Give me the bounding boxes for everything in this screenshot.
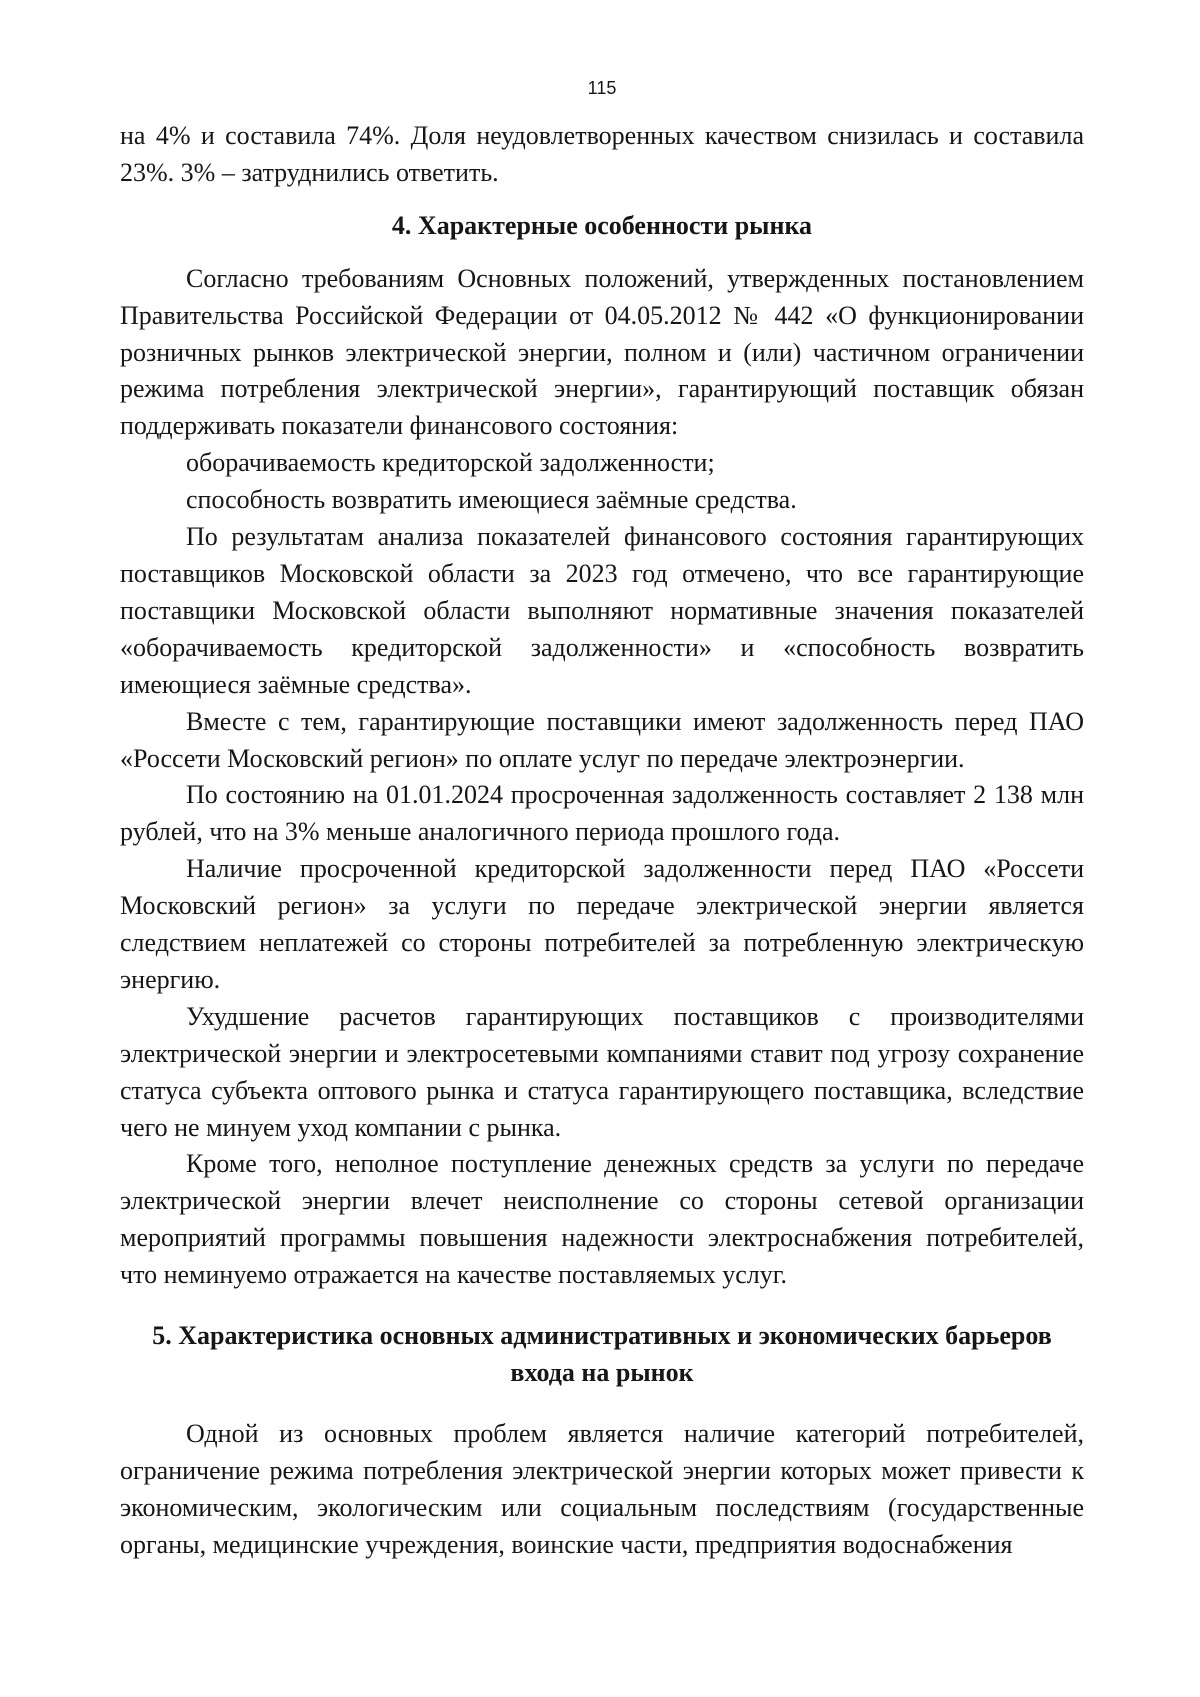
page-number: 115 bbox=[587, 78, 617, 98]
paragraph: По состоянию на 01.01.2024 просроченная задолженность составляет 2 138 млн рублей, что на 3% меньше аналогичного периода прошлого года. bbox=[120, 780, 1084, 847]
document-body bbox=[120, 118, 1084, 1564]
paragraph: По результатам анализа показателей финансового состояния гарантирующих поставщиков Московской области за 2023 год отмечено, что все гарантирующие поставщики Московской области выполняют нормативные значения показателей «оборачиваемость кредиторской задолженности» и «способность возвратить имеющиеся заёмные средства». bbox=[120, 522, 1084, 699]
paragraph-continuation: на 4% и составила 74%. Доля неудовлетворенных качеством снизилась и составила 23%. 3% – затруднились ответить. bbox=[120, 121, 1084, 187]
paragraph: Одной из основных проблем является наличие категорий потребителей, ограничение режима потребления электрической энергии которых может привести к экономическим, экологическим или социальным последствиям (государственные органы, медицинские учреждения, воинские части, предприятия водоснабжения bbox=[120, 1418, 1084, 1559]
section-heading-4: 4. Характерные особенности рынка bbox=[391, 210, 813, 240]
list-item: оборачиваемость кредиторской задолженности; bbox=[186, 448, 715, 478]
paragraph: Наличие просроченной кредиторской задолженности перед ПАО «Россети Московский регион» за услуги по передаче электрической энергии является следствием неплатежей со стороны потребителей за потребленную электрическую энергию. bbox=[120, 854, 1084, 994]
paragraph: Вместе с тем, гарантирующие поставщики имеют задолженность перед ПАО «Россети Московский регион» по оплате услуг по передаче электроэнергии. bbox=[120, 706, 1084, 773]
paragraph: Согласно требованиям Основных положений, утвержденных постановлением Правительства Российской Федерации от 04.05.2012 № 442 «О функционировании розничных рынков электрической энергии, полном и (или) частичном ограничении режима потребления электрической энергии», гарантирующий поставщик обязан поддерживать показатели финансового состояния: bbox=[120, 263, 1084, 441]
list-item: способность возвратить имеющиеся заёмные средства. bbox=[186, 485, 797, 515]
section-heading-5: 5. Характеристика основных административных и экономических барьеров входа на рынок bbox=[152, 1321, 1052, 1387]
paragraph: Ухудшение расчетов гарантирующих поставщиков с производителями электрической энергии и электросетевыми компаниями ставит под угрозу сохранение статуса субъекта оптового рынка и статуса гарантирующего поставщика, вследствие чего не минуем уход компании с рынка. bbox=[120, 1001, 1084, 1142]
paragraph: Кроме того, неполное поступление денежных средств за услуги по передаче электрической энергии влечет неисполнение со стороны сетевой организации мероприятий программы повышения надежности электроснабжения потребителей, что неминуемо отражается на качестве поставляемых услуг. bbox=[120, 1149, 1084, 1290]
document-page bbox=[120, 0, 1084, 1697]
